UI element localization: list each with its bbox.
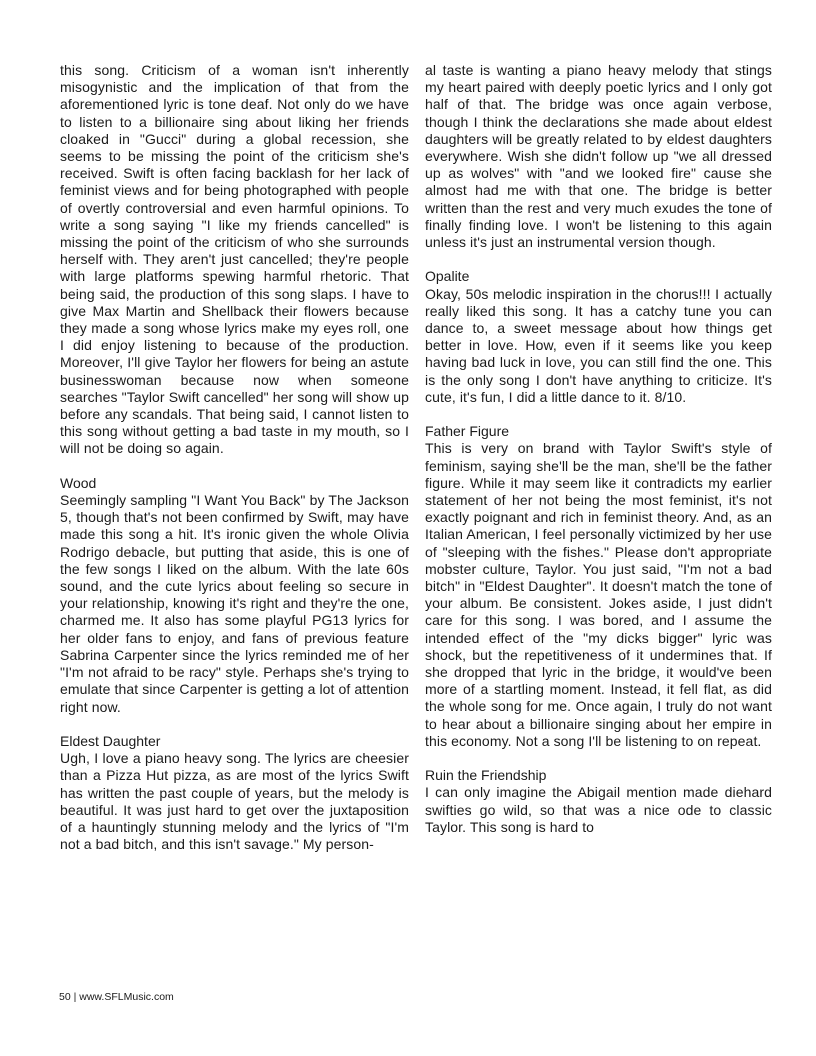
review-section-wood bbox=[60, 475, 409, 716]
review-paragraph: Ugh, I love a piano heavy song. The lyrics are cheesier than a Pizza Hut pizza, as are most of the lyrics Swift has written the past couple of years, but the melody is beautiful. It was just hard to get over the juxtaposition of a hauntingly stunning melody and the lyrics of "I'm not a bad bitch, and this isn't savage." My person- bbox=[60, 750, 409, 853]
article-body bbox=[60, 62, 772, 986]
song-title: Father Figure bbox=[425, 423, 510, 440]
review-section-opalite bbox=[425, 268, 772, 406]
review-section-continuation bbox=[60, 62, 409, 458]
review-section-ruin-the-friendship bbox=[425, 767, 772, 836]
footer-divider-glyph: | bbox=[73, 991, 77, 1003]
song-title: Wood bbox=[60, 474, 97, 491]
page-footer bbox=[59, 991, 174, 1004]
review-paragraph: al taste is wanting a piano heavy melody that stings my heart paired with deeply poetic lyrics and I only got half of that. The bridge was once again verbose, though I think the declarations she made about eldest daughters will be greatly related to by eldest daughters everywhere. Wish she didn't follow up "we all dressed up as wolves" with "and we looked fire" cause she almost had me with that one. The bridge is better written than the rest and very much exudes the tone of finally finding love. I won't be listening to this again unless it's just an instrumental version though. bbox=[425, 62, 772, 251]
review-paragraph: Seemingly sampling "I Want You Back" by The Jackson 5, though that's not been confirmed by Swift, may have made this song a hit. It's ironic given the whole Olivia Rodrigo debacle, but putting that aside, this is one of the few songs I liked on the album. With the late 60s sound, and the cute lyrics about feeling so secure in your relationship, knowing it's right and they're the one, charmed me. It also has some playful PG13 lyrics for her older fans to enjoy, and fans of previous feature Sabrina Carpenter since the lyrics reminded me of her "I'm not afraid to be racy" style. Perhaps she's trying to emulate that since Carpenter is getting a lot of attention right now. bbox=[60, 492, 410, 715]
review-paragraph: This is very on brand with Taylor Swift's style of feminism, saying she'll be the man, she'll be the father figure. While it may seem like it contradicts my earlier statement of her not being the most feminist, it's not exactly poignant and rich in feminist theory. And, as an Italian American, I feel personally victimized by her use of "sleeping with the fishes." Please don't appropriate mobster culture, Taylor. You just said, "I'm not a bad bitch" in "Eldest Daughter". It doesn't match the tone of your album. Be consistent. Jokes aside, I just didn't care for this song. I was bored, and I assume the intended effect of the "my dicks bigger" lyric was shock, but the repetitiveness of it undermines that. If she dropped that lyric in the bridge, it would've been more of a startling moment. Instead, it fell flat, as did the whole song for me. Once again, I truly do not want to hear about a billionaire singing about her empire in this economy. Not a song I'll be listening to on repeat. bbox=[425, 440, 772, 749]
song-title: Eldest Daughter bbox=[60, 732, 161, 749]
review-paragraph: this song. Criticism of a woman isn't inherently misogynistic and the implication of that from the aforementioned lyric is tone deaf. Not only do we have to listen to a billionaire sing about liking her friends cloaked in "Gucci" during a global recession, she seems to be missing the point of the criticism she's received. Swift is often facing backlash for her lack of feminist views and for being photographed with people of overtly controversial and even harmful opinions. To write a song saying "I like my friends cancelled" is missing the point of the criticism of who she surrounds herself with. They aren't just cancelled; they're people with large platforms spewing harmful rhetoric. That being said, the production of this song slaps. I have to give Max Martin and Shellback their flowers because they made a song whose lyrics make my eyes roll, one I did enjoy listening to because of the production. Moreover, I'll give Taylor her flowers for being an astute businesswoman because now when someone searches "Taylor Swift cancelled" her song will show up before any scandals. That being said, I cannot listen to this song without getting a bad taste in my mouth, so I will not be doing so again. bbox=[60, 62, 409, 457]
review-section-father-figure bbox=[425, 423, 772, 750]
review-paragraph: I can only imagine the Abigail mention made diehard swifties go wild, so that was a nice ode to classic Taylor. This song is hard to bbox=[425, 784, 772, 835]
page-number: 50 bbox=[59, 991, 71, 1003]
review-paragraph: Okay, 50s melodic inspiration in the chorus!!! I actually really liked this song. It has a catchy tune you can dance to, a sweet message about how things get better in love. How, even if it seems like you keep having bad luck in love, you can still find the one. This is the only song I don't have anything to criticize. It's cute, it's fun, I did a little dance to it. 8/10. bbox=[425, 285, 772, 405]
song-title: Opalite bbox=[425, 268, 470, 285]
website-url: www.SFLMusic.com bbox=[79, 991, 174, 1003]
right-column bbox=[425, 62, 772, 986]
song-title: Ruin the Friendship bbox=[425, 767, 547, 784]
review-section-eldest-daughter bbox=[60, 733, 409, 853]
review-section-continuation bbox=[425, 62, 772, 251]
left-column bbox=[60, 62, 409, 986]
